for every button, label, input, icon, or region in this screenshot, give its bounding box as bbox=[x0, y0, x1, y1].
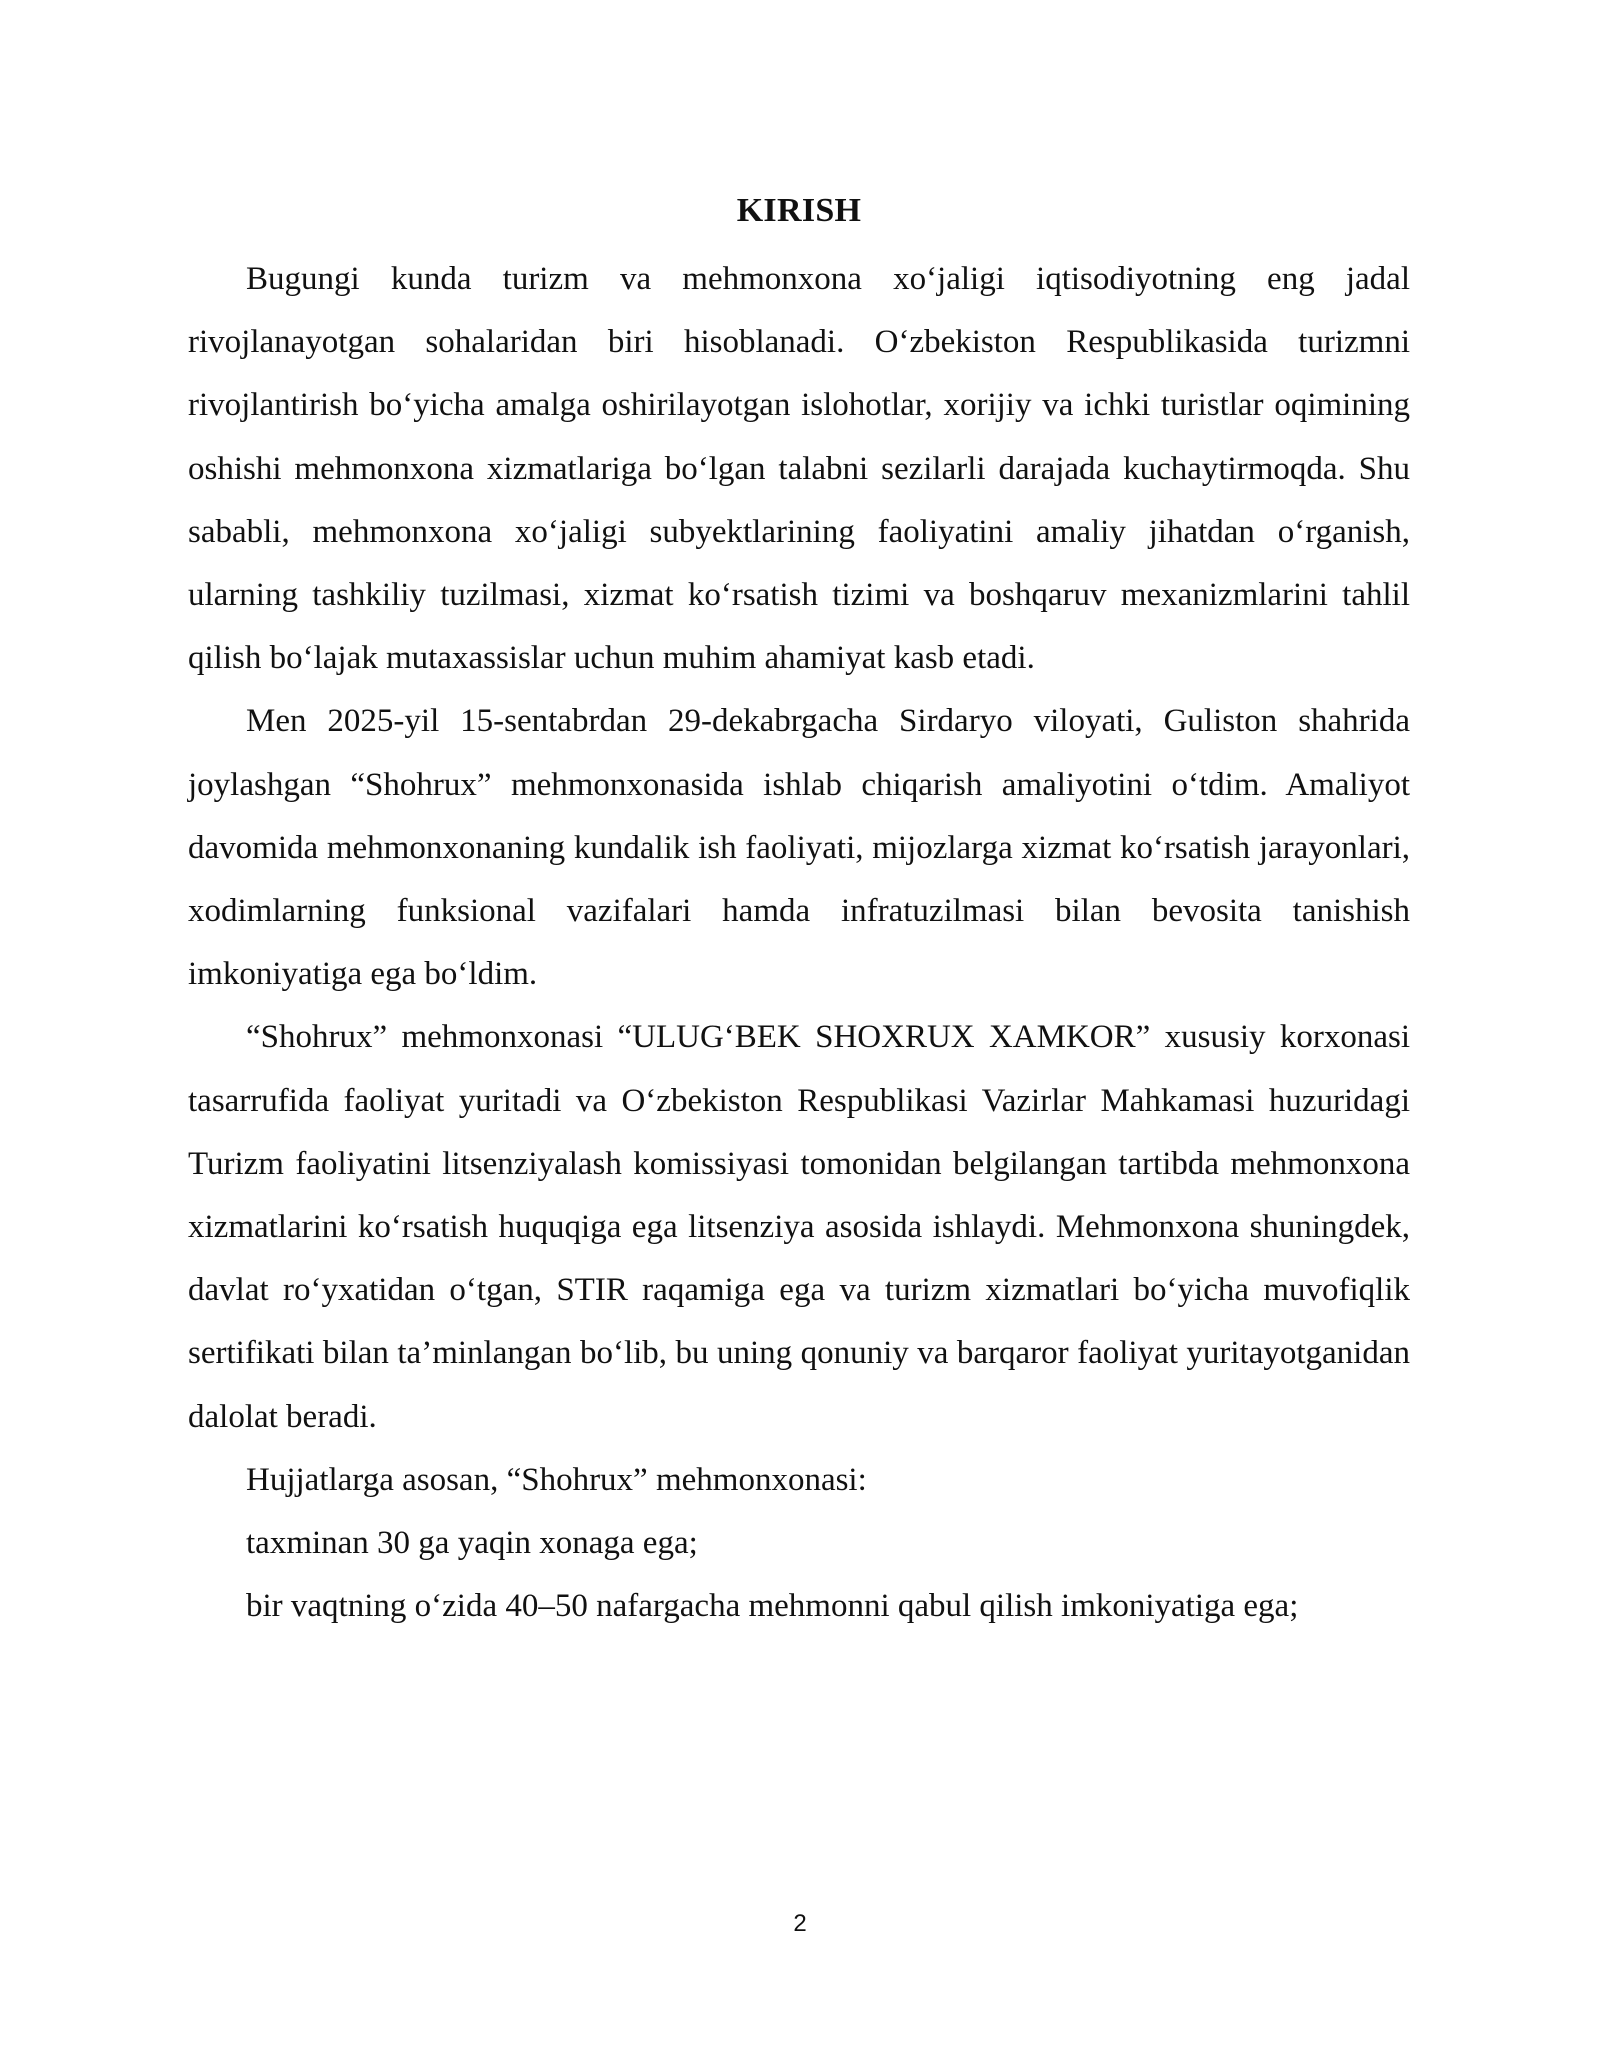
list-item-rooms: taxminan 30 ga yaqin xonaga ega; bbox=[246, 1525, 698, 1562]
list-item-capacity: bir vaqtning o‘zida 40–50 nafargacha mehmonni qabul qilish imkoniyatiga ega; bbox=[246, 1588, 1299, 1625]
section-heading: KIRISH bbox=[736, 192, 862, 229]
page-content bbox=[188, 182, 1410, 1638]
documents-intro-paragraph: Hujjatlarga asosan, “Shohrux” mehmonxonasi: bbox=[246, 1461, 867, 1498]
internship-paragraph: Men 2025-yil 15-sentabrdan 29-dekabrgacha Sirdaryo viloyati, Guliston shahrida joylashgan “Shohrux” mehmonxonasida ishlab chiqarish amaliyotini o‘tdim. Amaliyot davomida mehmonxonaning kundalik ish faoliyati, mijozlarga xizmat ko‘rsatish jarayonlari, xodimlarning funksional vazifalari hamda infratuzilmasi bilan bevosita tanishish imkoniyatiga ega bo‘ldim. bbox=[188, 703, 1410, 993]
page-number: 2 bbox=[793, 1910, 807, 1937]
intro-paragraph: Bugungi kunda turizm va mehmonxona xo‘jaligi iqtisodiyotning eng jadal rivojlanayotgan sohalaridan biri hisoblanadi. O‘zbekiston Respublikasida turizmni rivojlantirish bo‘yicha amalga oshirilayotgan islohotlar, xorijiy va ichki turistlar oqimining oshishi mehmonxona xizmatlariga bo‘lgan talabni sezilarli darajada kuchaytirmoqda. Shu sababli, mehmonxona xo‘jaligi subyektlarining faoliyatini amaliy jihatdan o‘rganish, ularning tashkiliy tuzilmasi, xizmat ko‘rsatish tizimi va boshqaruv mexanizmlarini tahlil qilish bo‘lajak mutaxassislar uchun muhim ahamiyat kasb etadi. bbox=[188, 261, 1410, 677]
hotel-status-paragraph: “Shohrux” mehmonxonasi “ULUG‘BEK SHOXRUX XAMKOR” xususiy korxonasi tasarrufida faoliyat yuritadi va O‘zbekiston Respublikasi Vazirlar Mahkamasi huzuridagi Turizm faoliyatini litsenziyalash komissiyasi tomonidan belgilangan tartibda mehmonxona xizmatlarini ko‘rsatish huquqiga ega litsenziya asosida ishlaydi. Mehmonxona shuningdek, davlat ro‘yxatidan o‘tgan, STIR raqamiga ega va turizm xizmatlari bo‘yicha muvofiqlik sertifikati bilan ta’minlangan bo‘lib, bu uning qonuniy va barqaror faoliyat yuritayotganidan dalolat beradi. bbox=[188, 1019, 1410, 1435]
